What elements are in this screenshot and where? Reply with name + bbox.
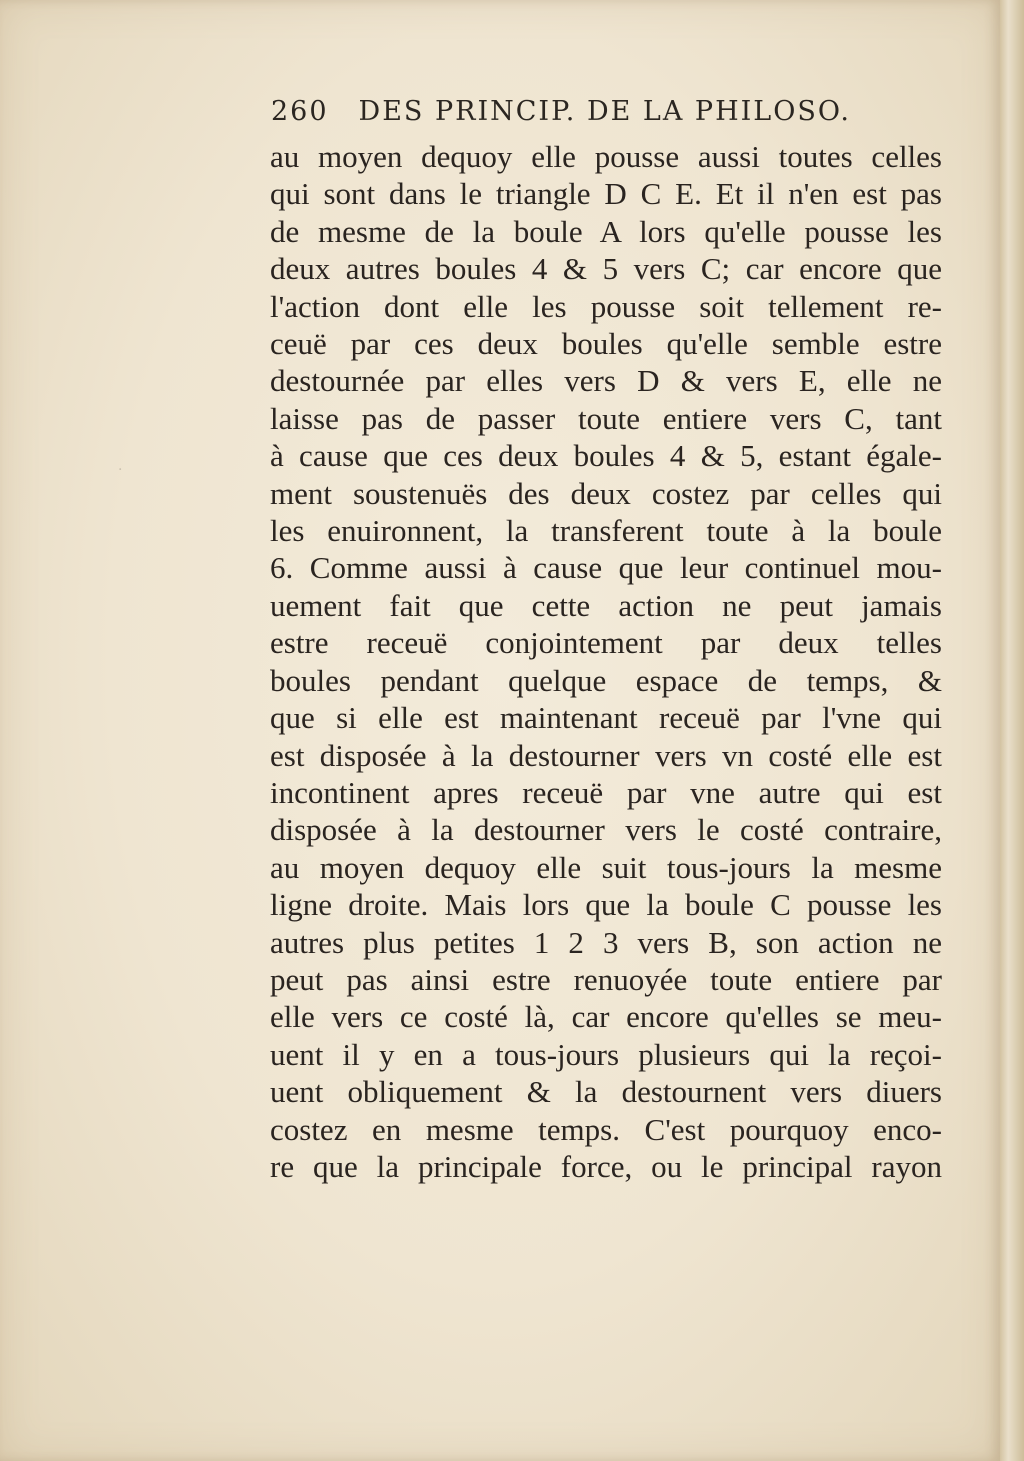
text-line: 6. Comme aussi à cause que leur continuel mou- <box>270 550 942 586</box>
text-line: peut pas ainsi estre renuoyée toute entiere par <box>270 961 942 997</box>
text-line: au moyen dequoy elle pousse aussi toutes celles <box>270 139 942 174</box>
text-line: ceuë par ces deux boules qu'elle semble estre <box>270 326 942 362</box>
text-line: au moyen dequoy elle suit tous-jours la mesme <box>270 849 942 885</box>
running-header <box>271 96 941 127</box>
text-line: est disposée à la destourner vers vn costé elle est <box>270 737 942 773</box>
text-line: estre receuë conjointement par deux telles <box>270 625 942 661</box>
text-line: que si elle est maintenant receuë par l'vne qui <box>270 700 942 736</box>
running-title: DES PRINCIP. DE LA PHILOSO. <box>358 96 851 127</box>
text-line: ment soustenuës des deux costez par celles qui <box>270 475 942 511</box>
page-number: 260 <box>271 96 329 127</box>
text-line: laisse pas de passer toute entiere vers C, tant <box>270 400 942 436</box>
text-line: boules pendant quelque espace de temps, & <box>270 662 942 698</box>
text-line: de mesme de la boule A lors qu'elle pousse les <box>270 213 942 249</box>
text-line: l'action dont elle les pousse soit tellement re- <box>270 288 942 324</box>
text-line: deux autres boules 4 & 5 vers C; car encore que <box>270 251 942 287</box>
body-text <box>270 138 942 1185</box>
text-line: ligne droite. Mais lors que la boule C pousse les <box>270 887 942 923</box>
show-through-mark: · <box>118 462 123 478</box>
text-line: uent obliquement & la destournent vers diuers <box>270 1074 942 1110</box>
page-edge <box>1000 0 1024 1461</box>
text-line: disposée à la destourner vers le costé contraire, <box>270 812 942 848</box>
text-line: autres plus petites 1 2 3 vers B, son action ne <box>270 924 942 960</box>
text-line: uement fait que cette action ne peut jamais <box>270 587 942 623</box>
text-line: qui sont dans le triangle D C E. Et il n'en est pas <box>270 176 942 212</box>
text-line: re que la principale force, ou le principal rayon <box>270 1148 942 1184</box>
text-line: costez en mesme temps. C'est pourquoy enco- <box>270 1111 942 1147</box>
text-line: uent il y en a tous-jours plusieurs qui la reçoi- <box>270 1036 942 1072</box>
text-line: incontinent apres receuë par vne autre qui est <box>270 774 942 810</box>
text-line: les enuironnent, la transferent toute à la boule <box>270 513 942 549</box>
text-line: elle vers ce costé là, car encore qu'elles se meu- <box>270 999 942 1035</box>
text-line: à cause que ces deux boules 4 & 5, estant égale- <box>270 438 942 474</box>
text-line: destournée par elles vers D & vers E, elle ne <box>270 363 942 399</box>
